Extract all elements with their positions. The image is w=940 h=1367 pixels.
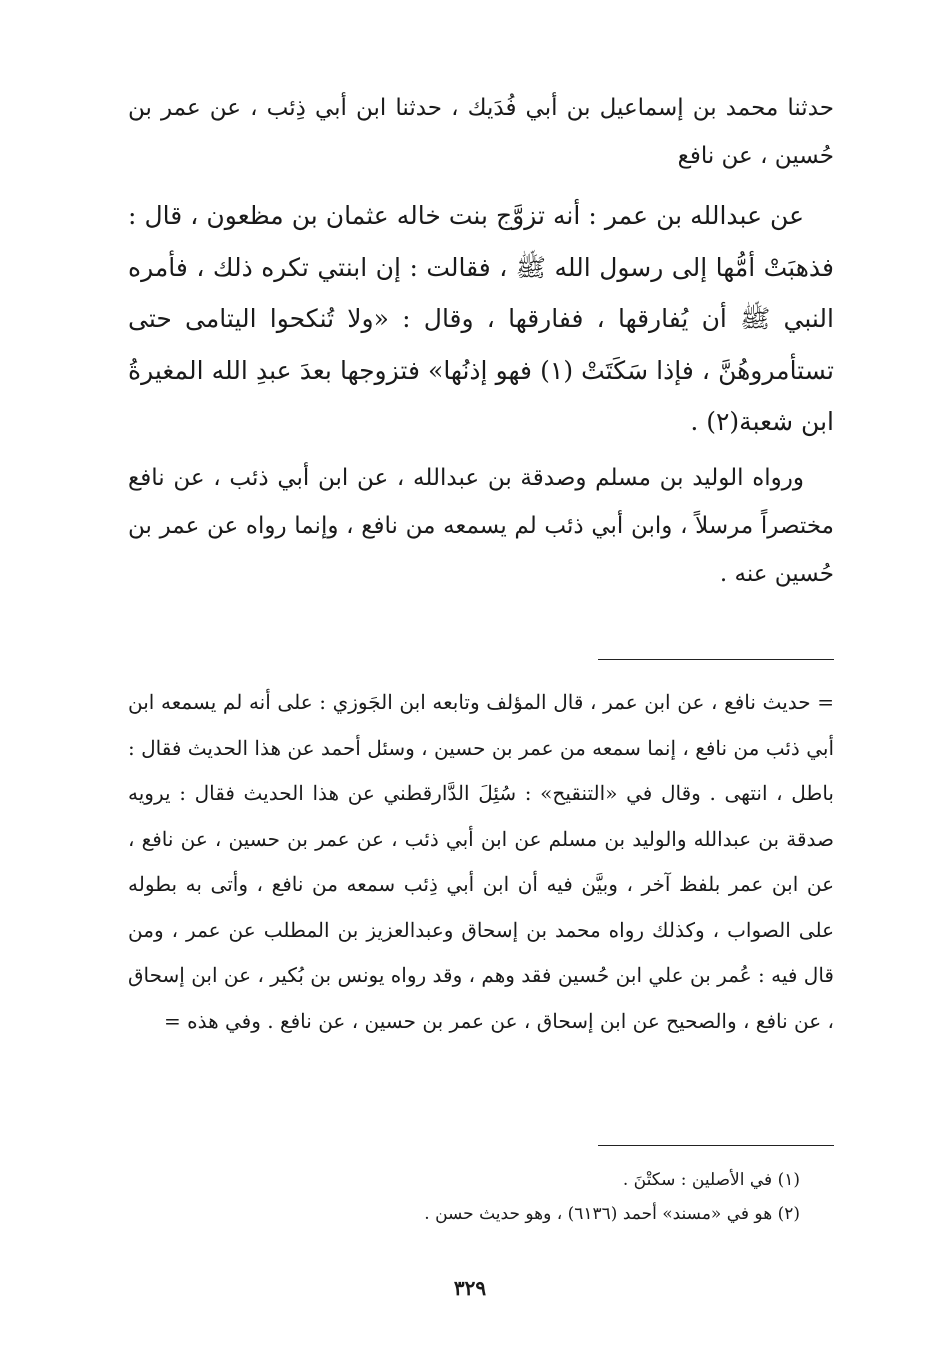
footnotes [120, 1163, 800, 1231]
main-divider [598, 659, 834, 660]
footnote-2: (٢) هو في «مسند» أحمد (٦١٣٦) ، وهو حديث حسن . [424, 1204, 800, 1224]
isnad-paragraph: حدثنا محمد بن إسماعيل بن أبي فُدَيك ، حدثنا ابن أبي ذِئب ، عن عمر بن حُسين ، عن نافع [128, 95, 834, 169]
notes-divider [598, 1145, 834, 1146]
main-text [128, 84, 834, 598]
footnote-continuation [128, 680, 834, 1044]
footnote-continuation-text: = حديث نافع ، عن ابن عمر ، قال المؤلف وتابعه ابن الجَوزي : على أنه لم يسمعه ابن أبي ذئب من نافع ، إنما سمعه من عمر بن حسين ، وسئل أحمد عن هذا الحديث فقال : باطل ، انتهى . وقال في «التنقيح» : سُئِلَ الدَّارقطني عن هذا الحديث فقال : يرويه صدقة بن عبدالله والوليد بن مسلم عن ابن أبي ذئب ، عن عمر بن حسين ، عن نافع ، عن ابن عمر بلفظ آخر ، وبيَّن فيه أن ابن أبي ذِئب سمعه من نافع ، وأتى به بطوله على الصواب ، وكذلك رواه محمد بن إسحاق وعبدالعزيز بن المطلب عن عمر ، ومن قال فيه : عُمر بن علي ابن حُسين فقد وهم ، وقد رواه يونس بن بُكير ، عن ابن إسحاق ، عن نافع ، والصحيح عن ابن إسحاق ، عن عمر بن حسين ، عن نافع . وفي هذه = [128, 690, 834, 1033]
page-number: ٣٢٩ [453, 1276, 487, 1300]
commentary-paragraph: ورواه الوليد بن مسلم وصدقة بن عبدالله ، عن ابن أبي ذئب ، عن نافع مختصراً مرسلاً ، وابن أبي ذئب لم يسمعه من نافع ، وإنما رواه عن عمر بن حُسين عنه . [128, 464, 834, 587]
hadith-paragraph: عن عبدالله بن عمر : أنه تزوَّج بنت خاله عثمان بن مظعون ، قال : فذهبَتْ أمُّها إلى رسول الله ﷺ ، فقالت : إن ابنتي تكره ذلك ، فأمره النبي ﷺ أن يُفارقها ، ففارقها ، وقال : «ولا تُنكحوا اليتامى حتى تستأمروهُنَّ ، فإذا سَكَتَتْ (١) فهو إذنُها» فتزوجها بعدَ عبدِ الله المغيرةُ ابن شعبة(٢) . [128, 201, 834, 436]
footnote-1: (١) في الأصلين : سكتْنَ . [622, 1170, 800, 1190]
